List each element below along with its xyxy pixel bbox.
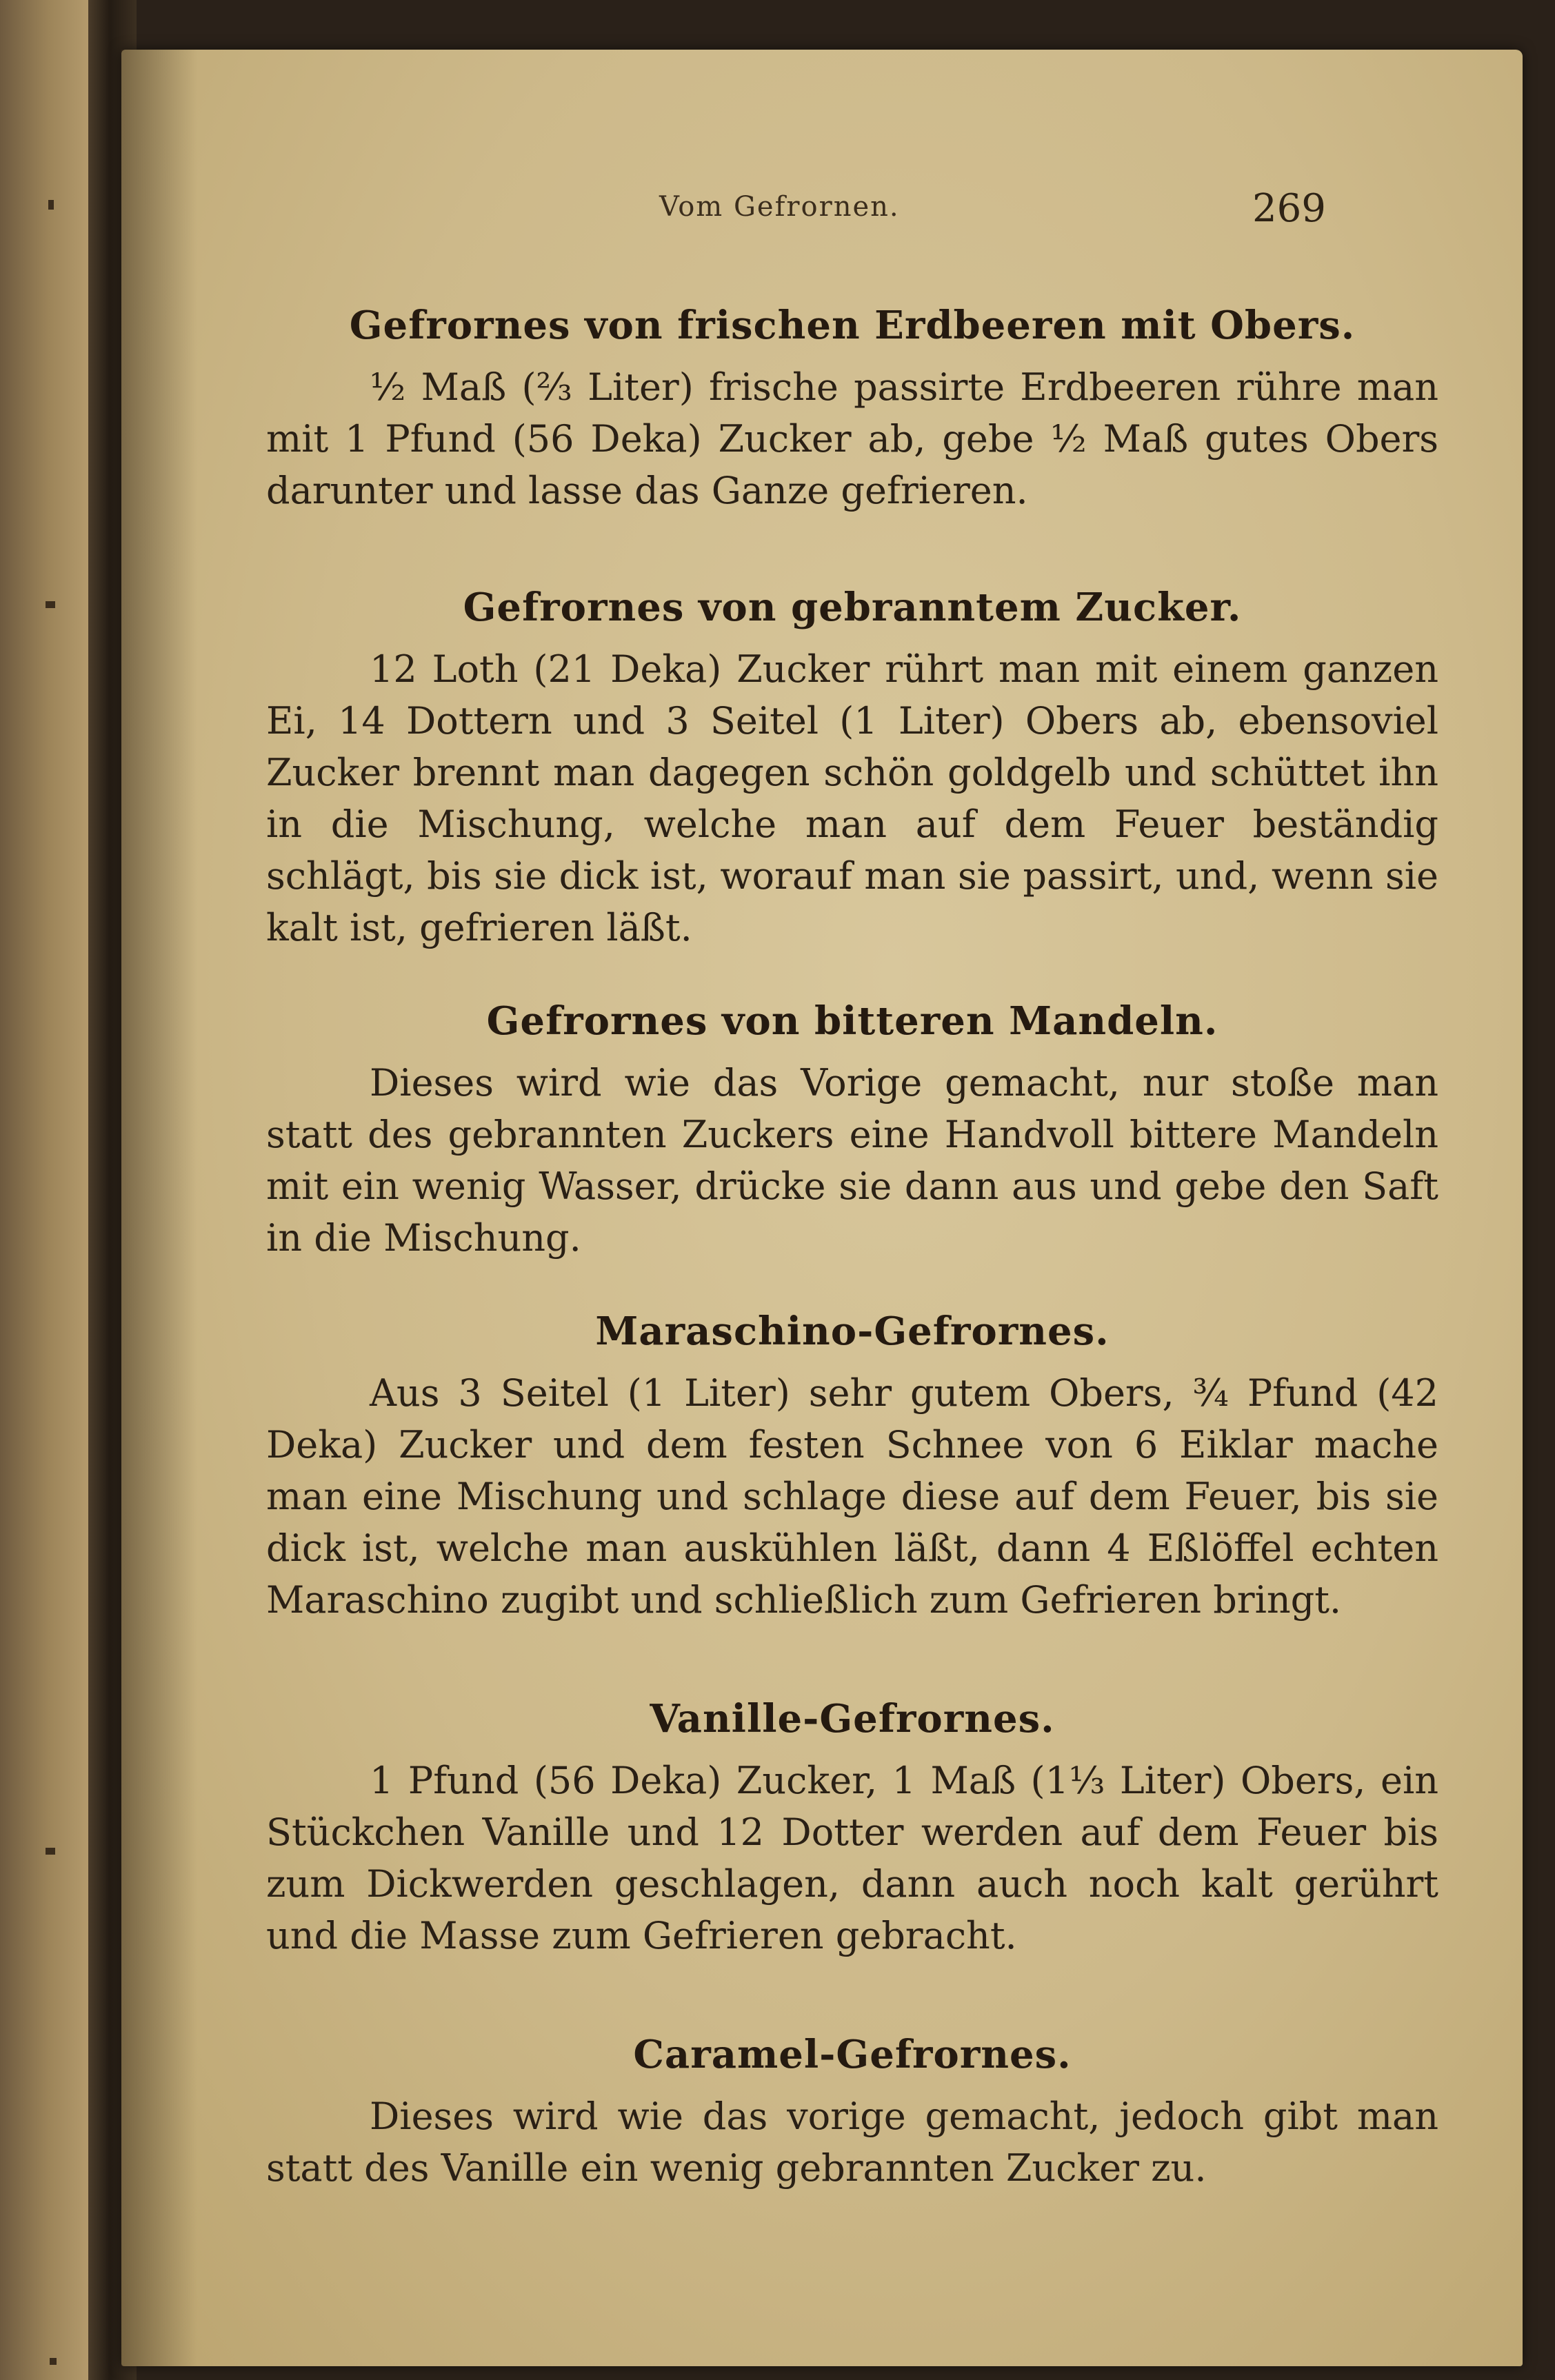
margin-mark <box>46 601 55 608</box>
gutter-shadow <box>121 50 197 2366</box>
recipe-bittere-mandeln <box>266 994 1438 1264</box>
recipe-vanille <box>266 1691 1438 1962</box>
facing-page-edge <box>0 0 88 2380</box>
recipe-title: Vanille-Gefrornes. <box>650 1696 1055 1742</box>
recipe-title: Maraschino-Gefrornes. <box>595 1309 1110 1354</box>
recipe-erdbeeren <box>266 298 1438 516</box>
running-head: Vom Gefrornen. <box>659 191 900 223</box>
margin-mark <box>50 2358 57 2365</box>
recipe-title: Caramel-Gefrornes. <box>633 2032 1072 2077</box>
recipe-gebrannter-zucker <box>266 580 1438 954</box>
recipe-text: Aus 3 Seitel (1 Liter) sehr gutem Obers, ¾ Pfund (42 Deka) Zucker und dem festen Schnee von 6 Eiklar mache man eine Mischung und schlage diese auf dem Feuer, bis sie dick ist, welche man auskühlen läßt, dann 4 Eßlöffel echten Maraschino zugibt und schließlich zum Gefrieren bringt. <box>266 1371 1438 1622</box>
recipe-title: Gefrornes von frischen Erdbeeren mit Obers. <box>349 303 1356 348</box>
recipe-text: 1 Pfund (56 Deka) Zucker, 1 Maß (1⅓ Liter) Obers, ein Stückchen Vanille und 12 Dotter werden auf dem Feuer bis zum Dickwerden geschlagen, dann auch noch kalt gerührt und die Masse zum Gefrieren gebracht. <box>266 1759 1438 1957</box>
margin-mark <box>48 200 54 210</box>
recipe-text: Dieses wird wie das vorige gemacht, jedoch gibt man statt des Vanille ein wenig gebrannten Zucker zu. <box>266 2095 1438 2190</box>
recipe-maraschino <box>266 1304 1438 1626</box>
page-number: 269 <box>1252 186 1326 231</box>
page <box>121 50 1523 2366</box>
margin-mark <box>46 1848 55 1855</box>
recipe-text: Dieses wird wie das Vorige gemacht, nur stoße man statt des gebrannten Zuckers eine Handvoll bittere Mandeln mit ein wenig Wasser, drücke sie dann aus und gebe den Saft in die Mischung. <box>266 1061 1438 1260</box>
recipe-caramel <box>266 2027 1438 2194</box>
page-body <box>266 298 1438 2194</box>
recipe-title: Gefrornes von gebranntem Zucker. <box>463 585 1242 630</box>
recipe-title: Gefrornes von bitteren Mandeln. <box>486 998 1218 1044</box>
recipe-text: ½ Maß (⅔ Liter) frische passirte Erdbeeren rühre man mit 1 Pfund (56 Deka) Zucker ab, gebe ½ Maß gutes Obers darunter und lasse das Ganze gefrieren. <box>266 365 1438 512</box>
recipe-text: 12 Loth (21 Deka) Zucker rührt man mit einem ganzen Ei, 14 Dottern und 3 Seitel (1 Liter) Obers ab, ebensoviel Zucker brennt man dagegen schön goldgelb und schüttet ihn in die Mischung, welche man auf dem Feuer beständig schlägt, bis sie dick ist, worauf man sie passirt, und, wenn sie kalt ist, gefrieren läßt. <box>266 647 1438 949</box>
